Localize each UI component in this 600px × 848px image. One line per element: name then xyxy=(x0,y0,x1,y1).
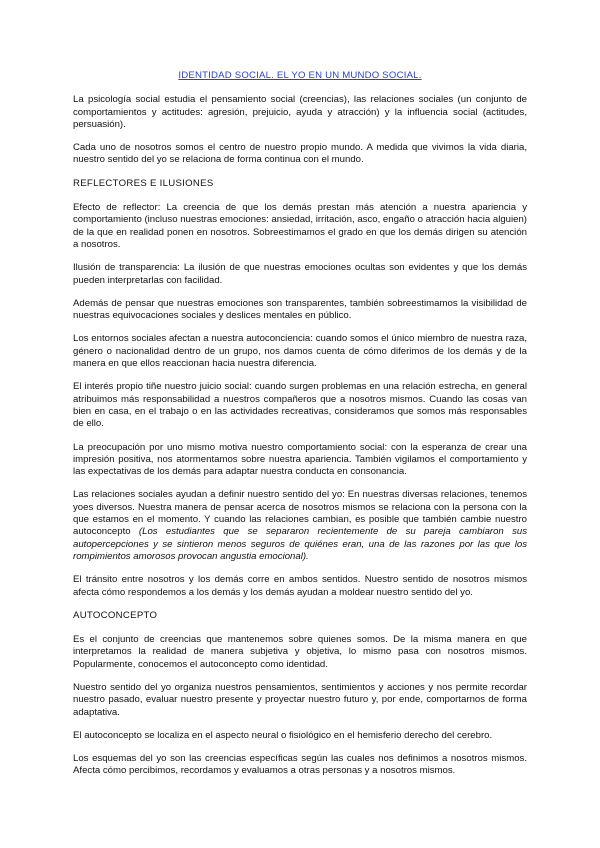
paragraph-entornos-sociales: Los entornos sociales afectan a nuestra autoconciencia: cuando somos el único miembro de nuestra raza, género o nacionalidad dentro de un grupo, nos damos cuenta de cómo diferimos de los demás y de la manera en que ellos reaccionan hacia nuestra diferencia. xyxy=(73,333,527,370)
document-title: IDENTIDAD SOCIAL. EL YO EN UN MUNDO SOCIAL. xyxy=(178,70,422,81)
paragraph-intro: La psicología social estudia el pensamiento social (creencias), las relaciones sociales (un conjunto de comportamientos y actitudes: agresión, prejuicio, ayuda y atracción) y la influencia social (actitudes, persuasión). xyxy=(73,94,527,130)
paragraph-ilusion-transparencia: Ilusión de transparencia: La ilusión de que nuestras emociones ocultas son evidentes y que los demás pueden interpretarlas con facilidad. xyxy=(73,262,527,286)
section-heading-autoconcepto: AUTOCONCEPTO xyxy=(73,609,158,621)
paragraph-preocupacion: La preocupación por uno mismo motiva nuestro comportamiento social: con la esperanza de crear una impresión positiva, nos atormentamos sobre nuestra apariencia. También vigilamos el comportamiento y las expectativas de los demás para adaptar nuestra conducta en consonancia. xyxy=(73,441,527,478)
paragraph-esquemas: Los esquemas del yo son las creencias específicas según las cuales nos definimos a nosotros mismos. Afecta cómo percibimos, recordamos y evaluamos a otras personas y a nosotros mismos. xyxy=(73,753,527,777)
paragraph-relaciones-sociales xyxy=(73,489,527,563)
paragraph-interes-propio: El interés propio tiñe nuestro juicio social: cuando surgen problemas en una relación estrecha, en general atribuimos más responsabilidad a nuestros compañeros que a nosotros mismos. Cuando las cosas van bien en casa, en el trabajo o en las actividades recreativas, consideramos que somos más responsables de ello. xyxy=(73,381,527,430)
paragraph-transito: El tránsito entre nosotros y los demás corre en ambos sentidos. Nuestro sentido de nosotros mismos afecta cómo respondemos a los demás y los demás ayudan a moldear nuestro sentido del yo. xyxy=(73,574,527,598)
paragraph-relaciones-italic: (Los estudiantes que se separaron recientemente de su pareja cambiaron sus autopercepciones y se sintieron menos seguros de quiénes eran, una de las razones por las que los rompimientos amorosos provocan angustia emocional). xyxy=(73,526,528,562)
paragraph-visibilidad: Además de pensar que nuestras emociones son transparentes, también sobreestimamos la visibilidad de nuestras equivocaciones sociales y deslices mentales en público. xyxy=(73,297,527,322)
paragraph-centro: Cada uno de nosotros somos el centro de nuestro propio mundo. A medida que vivimos la vida diaria, nuestro sentido del yo se relaciona de forma continua con el mundo. xyxy=(73,142,527,166)
paragraph-conjunto-creencias: Es el conjunto de creencias que mantenemos sobre quienes somos. De la misma manera en que interpretamos la realidad de manera subjetiva y objetiva, lo mismo pasa con nosotros mismos. Popularmente, conocemos el autoconcepto como identidad. xyxy=(73,634,527,670)
paragraph-efecto-reflector: Efecto de reflector: La creencia de que los demás prestan más atención a nuestra apariencia y comportamiento (incluso nuestras emociones: ansiedad, irritación, asco, engaño o atracción hacia alguien) de la que en realidad ponen en nosotros. Sobreestimamos el grado en que los demás dirigen su atención a nosotros. xyxy=(73,202,527,250)
paragraph-relaciones-text: Las relaciones sociales ayudan a definir nuestro sentido del yo: En nuestras diversas relaciones, tenemos yoes diversos. Nuestra manera de pensar acerca de nosotros mismos se relaciona con la persona con la que estamos en el momento. Y cuando las relaciones cambian, es posible que también cambie nuestro autoconcepto xyxy=(73,489,527,538)
paragraph-localizacion: El autoconcepto se localiza en el aspecto neural o fisiológico en el hemisferio derecho del cerebro. xyxy=(73,729,493,741)
paragraph-sentido-yo: Nuestro sentido del yo organiza nuestros pensamientos, sentimientos y acciones y nos permite recordar nuestro pasado, evaluar nuestro presente y proyectar nuestro futuro y, por ende, comportarnos de forma adaptativa. xyxy=(73,681,527,718)
section-heading-reflectores: REFLECTORES E ILUSIONES xyxy=(73,177,214,189)
